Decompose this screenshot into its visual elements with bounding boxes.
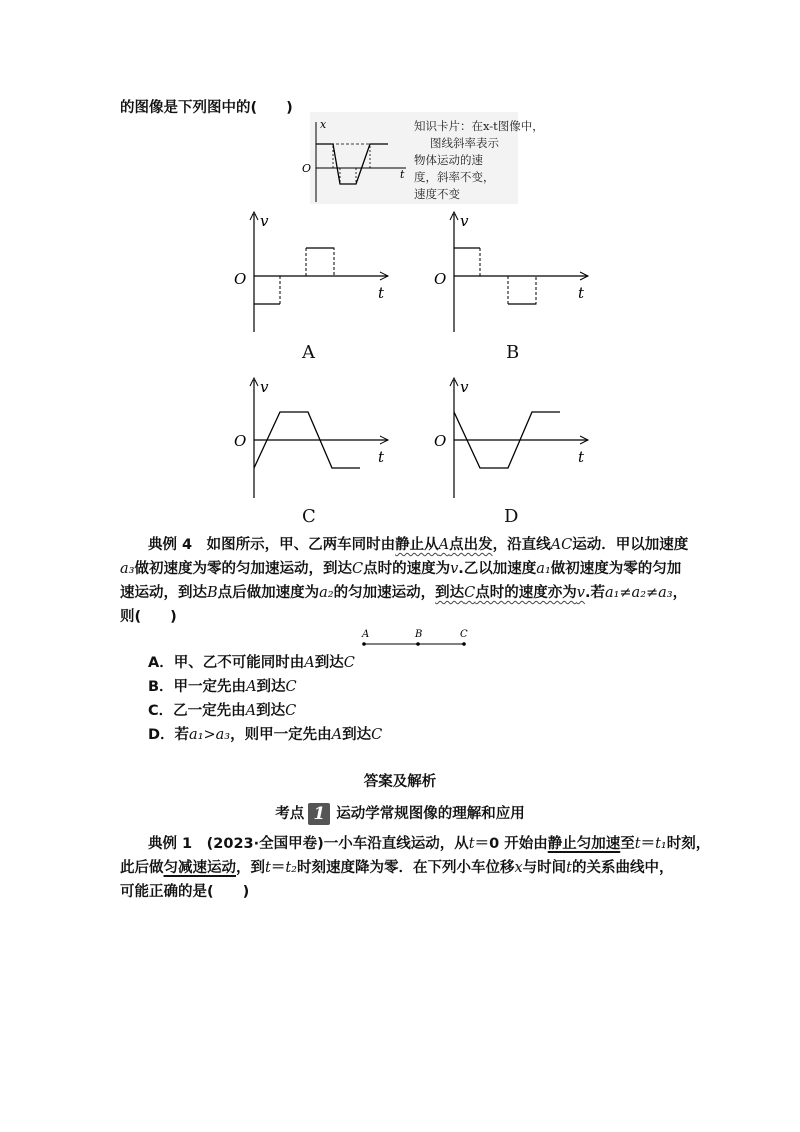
- var: A: [304, 655, 315, 671]
- knowledge-card: [414, 118, 544, 203]
- card-line: 图线斜率表示: [430, 136, 499, 150]
- text: 点时的速度亦为: [475, 585, 577, 601]
- text: 到达: [314, 655, 344, 671]
- text: ，则甲一定先由: [230, 727, 332, 743]
- text: 到达: [256, 703, 286, 719]
- t-axis-label: t: [400, 168, 405, 181]
- var: A: [438, 537, 450, 553]
- underlined-text: 静止匀加速: [547, 836, 621, 852]
- var: t₂: [285, 860, 297, 876]
- card-line: 知识卡片：在x-t图像中，: [414, 119, 544, 133]
- text: 点后做加速度为: [217, 585, 320, 601]
- example1-line3: 可能正确的是( ): [120, 884, 250, 900]
- option-b-label: B: [506, 342, 520, 363]
- text: 到达: [256, 679, 286, 695]
- origin-label: O: [302, 162, 312, 175]
- v-label: v: [460, 212, 469, 230]
- var: a₂: [319, 585, 334, 601]
- text: 点出发: [449, 537, 493, 553]
- var: t₁: [655, 836, 667, 852]
- text: 的匀加速运动，: [333, 585, 436, 601]
- var: C: [285, 703, 297, 719]
- kaodian-label: 考点: [275, 806, 305, 822]
- text: 至: [620, 836, 635, 852]
- text: D．若: [148, 727, 190, 743]
- example4-line3: [120, 583, 687, 603]
- text: 速运动，到达: [120, 585, 207, 601]
- var: a₃: [120, 561, 135, 577]
- option-d-label: D: [504, 506, 519, 527]
- var: t: [634, 836, 641, 852]
- x-axis-label: x: [320, 118, 327, 131]
- point-c-dot: [462, 642, 466, 646]
- var: B: [207, 585, 218, 601]
- point-c-label: C: [460, 629, 468, 640]
- t-label: t: [378, 284, 385, 302]
- var: A: [246, 679, 257, 695]
- wavy-text: [435, 585, 585, 601]
- text: 静止从: [395, 537, 439, 553]
- v-label: v: [260, 212, 269, 230]
- section-title: 运动学常规图像的理解和应用: [336, 806, 525, 822]
- text: 与时间: [522, 860, 567, 876]
- var: C: [351, 561, 364, 577]
- t-label: t: [378, 448, 385, 466]
- t-label: t: [578, 284, 585, 302]
- text: ＝: [270, 860, 286, 876]
- choice-d[interactable]: [148, 725, 382, 745]
- question-tail: 的图像是下列图中的( ): [120, 100, 293, 116]
- text: .乙以加速度: [458, 561, 537, 577]
- card-line: 物体运动的速: [414, 153, 483, 167]
- text: B．甲一定先由: [148, 679, 247, 695]
- example4-line1: [148, 535, 688, 555]
- example4-line4: 则( ): [120, 609, 177, 625]
- text: 运动．甲以加速度: [572, 537, 689, 553]
- text: ＝0 开始由: [474, 836, 548, 852]
- text: 到达: [342, 727, 372, 743]
- origin-label: O: [234, 270, 247, 288]
- text: ＝: [640, 836, 656, 852]
- var: t: [468, 836, 475, 852]
- example4-line2: [120, 559, 681, 579]
- var: x: [514, 860, 523, 876]
- underlined-text: 匀减速运动: [163, 860, 236, 876]
- var: A: [331, 727, 343, 743]
- example1-line1: [148, 834, 710, 854]
- dash-box: [508, 276, 536, 304]
- text: ，: [672, 585, 688, 601]
- dash-box: [306, 248, 334, 276]
- text: 做初速度为零的匀加速运动，到达: [134, 561, 352, 577]
- card-line: 度，斜率不变，: [414, 170, 495, 184]
- point-a-dot: [362, 642, 366, 646]
- text: 典例 1 (2023·全国甲卷)一小车沿直线运动，从: [148, 836, 469, 852]
- t-label: t: [578, 448, 585, 466]
- text: 到达: [435, 585, 465, 601]
- card-line: 速度不变: [414, 187, 460, 201]
- text: 的关系曲线中，: [571, 860, 674, 876]
- var: t: [566, 860, 572, 876]
- origin-label: O: [234, 432, 247, 450]
- var: C: [285, 679, 297, 695]
- text: A．甲、乙不可能同时由: [148, 655, 305, 671]
- var: A: [245, 703, 257, 719]
- option-c-label: C: [302, 506, 316, 527]
- option-d-graph: [428, 374, 598, 504]
- v-label: v: [260, 378, 269, 396]
- abc-line-diagram: [356, 626, 476, 652]
- var: AC: [550, 537, 573, 553]
- text: ，沿直线: [492, 537, 551, 553]
- choice-b[interactable]: [148, 677, 297, 697]
- point-a-label: A: [362, 629, 370, 640]
- point-b-dot: [416, 642, 420, 646]
- var: C: [343, 655, 355, 671]
- text: 典例 4 如图所示，甲、乙两车同时由: [148, 537, 396, 553]
- var: v: [576, 585, 585, 601]
- choice-a[interactable]: [148, 653, 355, 673]
- text: 此后做: [120, 860, 164, 876]
- var: C: [464, 585, 476, 601]
- text: ，到: [236, 860, 265, 876]
- section-badge: 1: [308, 803, 330, 825]
- var: a₁>a₃: [189, 727, 231, 743]
- text: 时刻速度降为零．在下列小车位移: [296, 860, 515, 876]
- example1-line2: [120, 858, 673, 878]
- var: v: [450, 561, 459, 577]
- option-c-graph: [228, 374, 398, 504]
- text: 点时的速度为: [363, 561, 451, 577]
- origin-label: O: [434, 270, 447, 288]
- answer-heading: 答案及解析: [363, 774, 437, 790]
- text: 时刻，: [666, 836, 711, 852]
- option-a-label: A: [302, 342, 315, 363]
- var: a₁: [536, 561, 551, 577]
- point-b-label: B: [415, 629, 423, 640]
- var: t: [265, 860, 271, 876]
- text: 做初速度为零的匀加: [550, 561, 682, 577]
- wavy-text: [395, 537, 492, 553]
- reference-graph: [298, 112, 544, 204]
- var: C: [371, 727, 383, 743]
- choice-c[interactable]: [148, 701, 296, 721]
- section-heading: [0, 803, 800, 825]
- text: C．乙一定先由: [148, 703, 246, 719]
- v-label: v: [460, 378, 469, 396]
- text: .若: [584, 585, 605, 601]
- origin-label: O: [434, 432, 447, 450]
- var: a₁≠a₂≠a₃: [604, 585, 673, 601]
